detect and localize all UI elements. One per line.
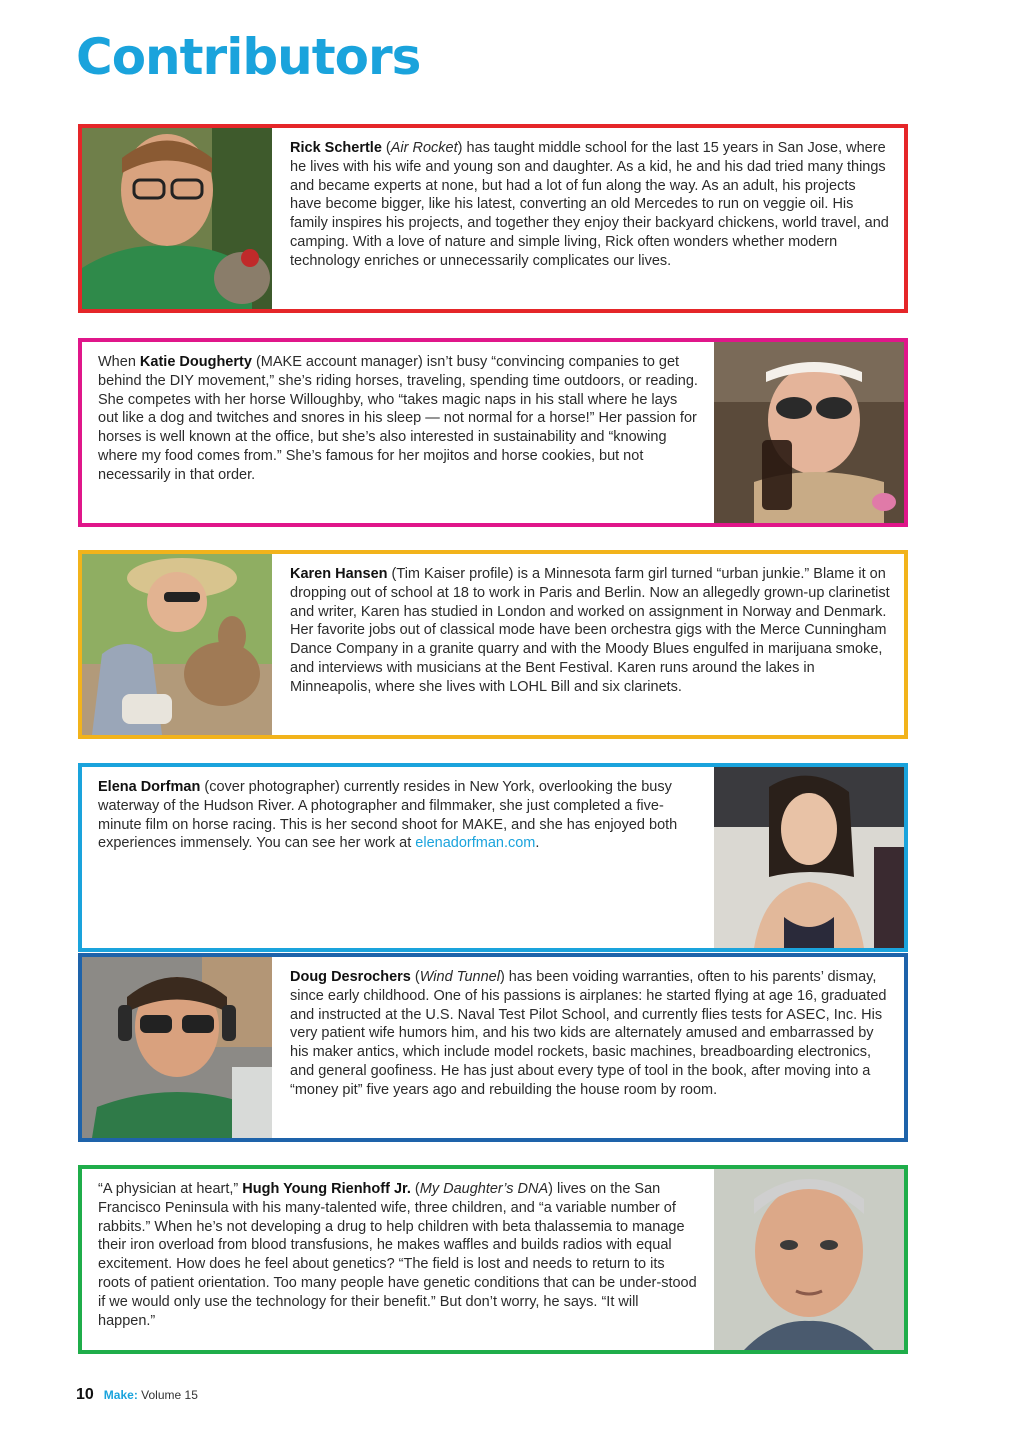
- contributor-project: My Daughter’s DNA: [419, 1181, 549, 1197]
- contributor-name: Karen Hansen: [290, 566, 388, 582]
- contributor-bio: Rick Schertle (Air Rocket) has taught middle school for the last 15 years in San Jose, where he lives with his wife and young son and daughter. As a kid, he and his dad tried many things and became experts at none, but had a lot of fun along the way. As an adult, his projects have become bigger, like his latest, converting an old Mercedes to run on veggie oil. His family inspires his projects, and together they enjoy their backyard chickens, world travel, and camping. With a love of nature and simple living, Rick often wonders whether modern technology enriches or unnecessarily complicates our lives.: [290, 140, 889, 269]
- contributor-card-karen-hansen: [78, 550, 908, 739]
- contributor-card-katie-dougherty: [78, 338, 908, 527]
- contributor-bio: “A physician at heart,” Hugh Young Rienhoff Jr. (My Daughter’s DNA) lives on the San Francisco Peninsula with his many-talented wife, three children, and “a variable number of rabbits.” When he’s not developing a drug to help children with beta thalassemia to manage their iron overload from blood transfusions, he makes waffles and builds radios with equal excitement. How does he feel about genetics? “The field is lost and needs to return to its roots of patient orientation. Too many people have genetic conditions that can be under-stood if we would only use the technology for their benefit.” But don’t worry, he says. “It will happen.”: [98, 1181, 697, 1329]
- magazine-volume: Volume 15: [141, 1388, 198, 1402]
- contributor-name: Rick Schertle: [290, 140, 382, 156]
- portrait-doug-desrochers-icon: [82, 957, 272, 1138]
- contributor-project: Air Rocket: [390, 140, 458, 156]
- contributor-bio: When Katie Dougherty (MAKE account manager) isn’t busy “convincing companies to get behind the DIY movement,” she’s riding horses, traveling, spending time outdoors, or reading. She competes with her horse Willoughby, who “takes magic naps in his stall where he lays out like a dog and twitches and snores in his sleep — not normal for a horse!” Her passion for horses is well known at the office, but she’s also interested in sustainability and “knowing where my food comes from.” She’s famous for her mojitos and horse cookies, but not necessarily in that order.: [98, 354, 698, 483]
- contributor-name: Doug Desrochers: [290, 969, 411, 985]
- contributor-bio: Doug Desrochers (Wind Tunnel) has been voiding warranties, often to his parents’ dismay, since early childhood. One of his passions is airplanes: he started flying at age 16, graduated and instructed at the U.S. Naval Test Pilot School, and currently flies tests for ASEC, Inc. His very patient wife humors him, and his two kids are alternately amused and embarrassed by his maker antics, which include model rockets, basic machines, breadboarding electronics, and general goofiness. He has just about every type of tool in the book, after moving into a “money pit” five years ago and rebuilding the house room by room.: [290, 969, 887, 1098]
- portrait-hugh-young-rienhoff-icon: [714, 1169, 904, 1350]
- contributor-card-hugh-young-rienhoff: [78, 1165, 908, 1354]
- portrait-katie-dougherty-icon: [714, 342, 904, 523]
- portrait-rick-schertle-icon: [82, 128, 272, 309]
- page-number: 10: [76, 1386, 94, 1403]
- website-link[interactable]: elenadorfman.com: [415, 835, 536, 852]
- page-footer: [76, 1386, 198, 1404]
- contributor-name: Katie Dougherty: [139, 354, 252, 370]
- contributor-bio: Elena Dorfman (cover photographer) currently resides in New York, overlooking the busy waterway of the Hudson River. A photographer and filmmaker, she just completed a five-minute film on horse racing. This is her second shoot for MAKE, and she has enjoyed both experiences immensely. You can see her work at elenadorfman.com.: [98, 779, 678, 852]
- contributor-card-doug-desrochers: [78, 953, 908, 1142]
- portrait-elena-dorfman-icon: [714, 767, 904, 948]
- contributor-name: Hugh Young Rienhoff Jr.: [242, 1181, 411, 1197]
- page-title: Contributors: [76, 28, 421, 86]
- portrait-karen-hansen-icon: [82, 554, 272, 735]
- contributor-bio: Karen Hansen (Tim Kaiser profile) is a Minnesota farm girl turned “urban junkie.” Blame it on dropping out of school at 18 to work in Paris and Berlin. Now an allegedly grown-up clarinetist and writer, Karen has studied in London and worked on assignment in Norway and Denmark. Her favorite jobs out of classical mode have been orchestra gigs with the Merce Cunningham Dance Company in a granite quarry and with the Moody Blues engulfed in marijuana smoke, and interviews with musicians at the Bent Festival. Karen runs around the lakes in Minneapolis, where she lives with LOHL Bill and six clarinets.: [290, 566, 890, 695]
- contributor-name: Elena Dorfman: [98, 779, 201, 795]
- magazine-brand: Make:: [103, 1388, 138, 1402]
- contributor-card-elena-dorfman: [78, 763, 908, 952]
- contributor-card-rick-schertle: [78, 124, 908, 313]
- contributor-project: Wind Tunnel: [419, 969, 500, 985]
